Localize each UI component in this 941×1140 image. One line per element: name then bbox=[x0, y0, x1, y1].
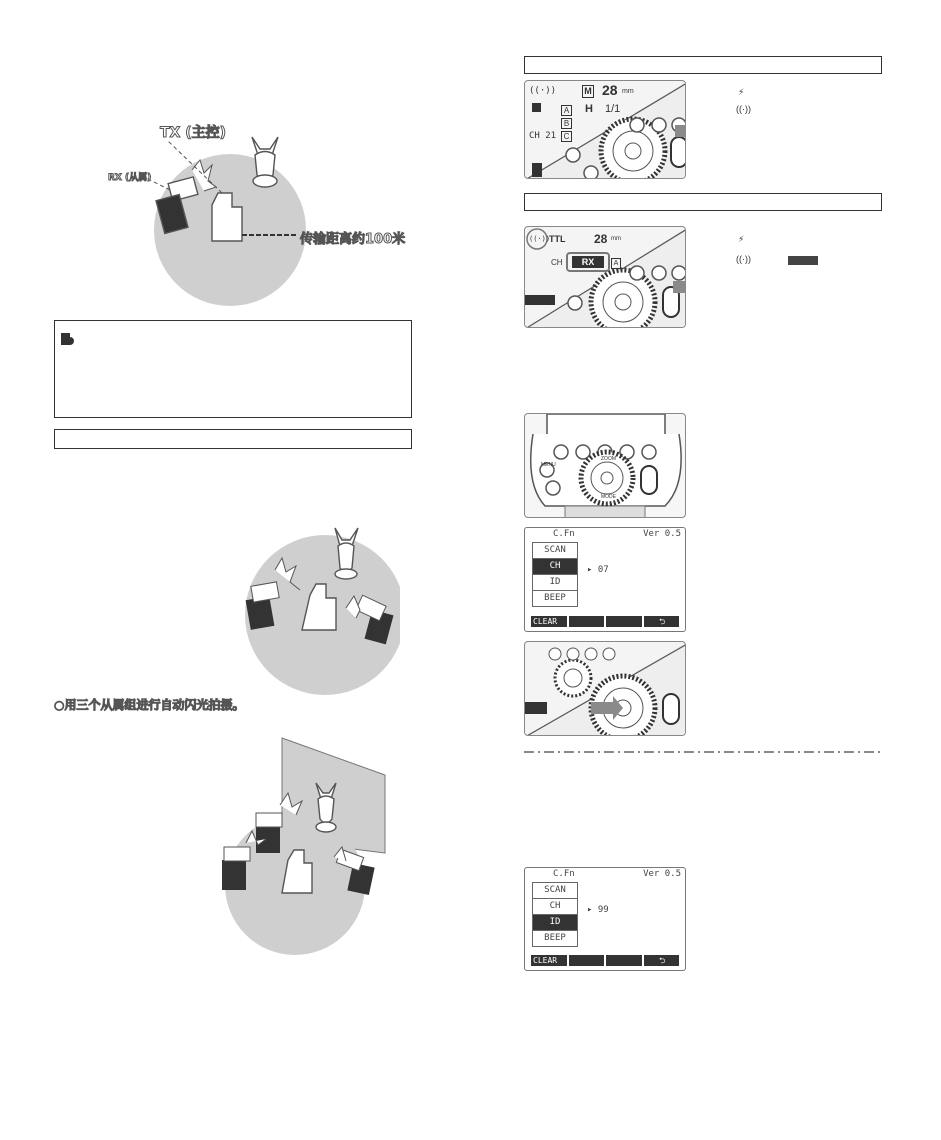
arrow-pointer-1 bbox=[675, 125, 686, 137]
rx-label: RX (从属) bbox=[108, 173, 152, 183]
fox-subject bbox=[252, 137, 278, 187]
distance-label: 传输距离约100米 bbox=[300, 232, 406, 247]
arrow-pointer-2 bbox=[673, 281, 686, 293]
pointer-icon: ▸ bbox=[587, 565, 598, 575]
back-icon-2[interactable]: ⮌ bbox=[644, 955, 680, 966]
flash-icon: ⚡ bbox=[738, 87, 745, 97]
power-value: 1/1 bbox=[605, 103, 621, 115]
cfn-version: Ver 0.5 bbox=[643, 529, 681, 539]
wall-bounce-diagram bbox=[210, 735, 400, 960]
wireless-icon-text: ((·)) bbox=[736, 104, 751, 114]
menu-item-beep-2[interactable]: BEEP bbox=[532, 930, 578, 947]
section-header-1 bbox=[524, 56, 882, 74]
cfn-screen-2 bbox=[524, 867, 686, 971]
flash-lcd-panel-3 bbox=[524, 641, 686, 736]
wireless-range-diagram bbox=[100, 115, 420, 315]
note-icon bbox=[60, 332, 74, 346]
wireless-icon: ((·)) bbox=[529, 86, 557, 96]
multi-flash-diagram bbox=[240, 520, 400, 700]
rx-badge: RX bbox=[572, 256, 604, 268]
section-header-left bbox=[54, 429, 412, 449]
clear-button-2[interactable]: CLEAR bbox=[531, 955, 567, 966]
mode-box: M bbox=[582, 85, 594, 98]
group-c-box: C bbox=[561, 131, 572, 142]
divider bbox=[524, 750, 882, 754]
h-label: H bbox=[585, 103, 593, 115]
menu-item-id-2[interactable]: ID bbox=[532, 914, 578, 931]
section-header-2 bbox=[524, 193, 882, 211]
ch-prefix: CH bbox=[551, 258, 563, 267]
rx-inline-badge bbox=[788, 256, 818, 265]
cfn-title-2: C.Fn bbox=[553, 869, 575, 879]
zoom-unit-2: mm bbox=[611, 236, 621, 242]
cfn-version-2: Ver 0.5 bbox=[643, 869, 681, 879]
menu-item-ch[interactable]: CH bbox=[532, 558, 578, 575]
group-b-box: B bbox=[561, 118, 572, 129]
note-box bbox=[54, 320, 412, 418]
menu-item-scan[interactable]: SCAN bbox=[532, 542, 578, 559]
ttl-mode: TTL bbox=[549, 234, 566, 244]
menu-item-ch-2[interactable]: CH bbox=[532, 898, 578, 915]
back-icon[interactable]: ⮌ bbox=[644, 616, 680, 627]
menu-item-id[interactable]: ID bbox=[532, 574, 578, 591]
tx-label: TX (主控) bbox=[160, 125, 227, 141]
pointer-icon-2: ▸ bbox=[587, 905, 598, 915]
zoom-unit: mm bbox=[622, 88, 634, 95]
menu-item-scan-2[interactable]: SCAN bbox=[532, 882, 578, 899]
cfn-value: 07 bbox=[597, 565, 609, 575]
blank-button-1[interactable] bbox=[569, 616, 605, 627]
flash-back-panel bbox=[524, 413, 686, 518]
wireless-icon-text-2: ((·)) bbox=[736, 254, 751, 264]
zoom-value-2: 28 bbox=[594, 232, 608, 246]
cfn-screen-1 bbox=[524, 527, 686, 632]
zoom-label: ZOOM bbox=[601, 456, 616, 462]
flash-icon-2: ⚡ bbox=[738, 234, 745, 244]
mode-label: MODE bbox=[601, 494, 616, 500]
menu-item-beep[interactable]: BEEP bbox=[532, 590, 578, 607]
bottom-caption: ○用三个从属组进行自动闪光拍摄。 bbox=[54, 698, 245, 712]
clear-button[interactable]: CLEAR bbox=[531, 616, 567, 627]
cfn-title: C.Fn bbox=[553, 529, 575, 539]
menu-label: MENU bbox=[541, 462, 556, 468]
flash-lcd-panel-2 bbox=[524, 226, 686, 328]
zoom-value: 28 bbox=[602, 82, 618, 98]
group-a-box: A bbox=[561, 105, 572, 116]
channel-label: CH 21 bbox=[529, 131, 557, 141]
flash-lcd-panel-1 bbox=[524, 80, 686, 179]
blank-button-4[interactable] bbox=[606, 955, 642, 966]
wireless-icon-2: ((·)) bbox=[529, 235, 551, 243]
group-a-box-2: A bbox=[611, 258, 621, 269]
cfn-value-2: 99 bbox=[597, 905, 609, 915]
blank-button-2[interactable] bbox=[606, 616, 642, 627]
blank-button-3[interactable] bbox=[569, 955, 605, 966]
